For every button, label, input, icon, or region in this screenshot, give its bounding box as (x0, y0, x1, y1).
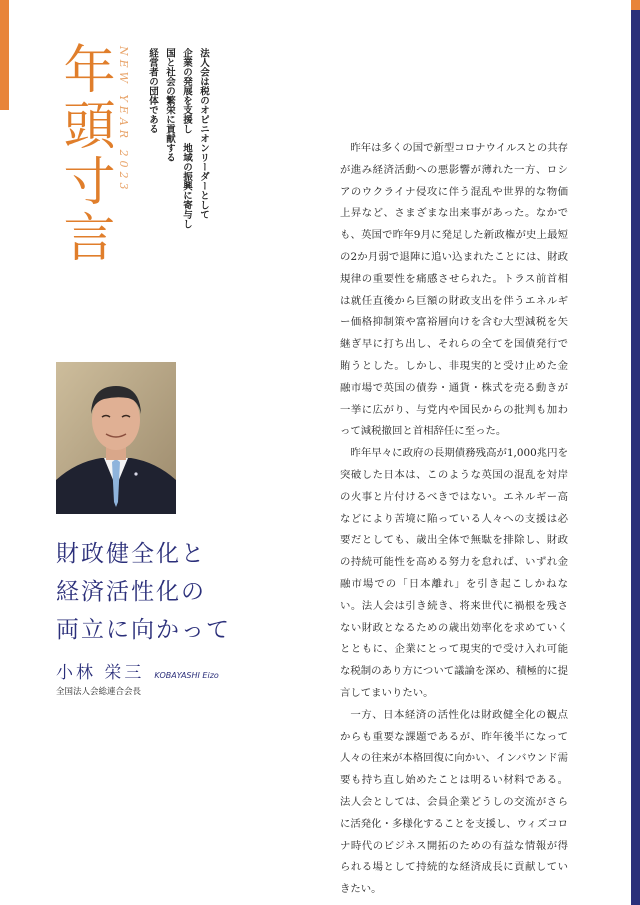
slogan-line: 企業の発展を支援し 地域の振興に寄与し (181, 48, 192, 229)
slogan (132, 48, 212, 268)
author-position: 全国法人会総連合会長 (56, 687, 142, 697)
slogan-line: 国と社会の繁栄に貢献する (164, 48, 175, 162)
paragraph: 昨年早々に政府の長期債務残高が1,000兆円を突破した日本は、このような英国の混乱を対岸の火事と片付けるべきではない。エネルギー高などにより苦境に陥っている人々への支援は必要だとしても、歳出全体で無駄を排除し、財政の持続可能性を高める努力を怠れば、いずれ金融市場での「日本離れ」を引き起こしかねない。法人会は引き続き、将来世代に禍根を残さない財政となるための歳出効率化を求めていくとともに、企業にとって現実的で受け入れ可能な税制のあり方について議論を深め、積極的に提言してまいりたい。 (340, 447, 568, 699)
paragraph: 昨年は多くの国で新型コロナウイルスとの共存が進み経済活動への悪影響が薄れた一方、ロシアのウクライナ侵攻に伴う混乱や世界的な物価上昇など、さまざまな出来事があった。なかでも、英国で昨年9月に発足した新政権が史上最短の2か月弱で退陣に追い込まれたことには、財政規律の重要性を痛感させられた。トラス前首相は就任直後から巨額の財政支出を伴うエネルギー価格抑制策や富裕層向けを含む大型減税を矢継ぎ早に打ち出し、それらの全てを国債発行で賄うとした。しかし、非現実的と受け止めた金融市場で英国の債券・通貨・株式を売る動きが一挙に広がり、与党内や国民からの批判も加わって減税撤回と首相辞任に至った。 (340, 142, 568, 438)
slogan-line: 法人会は税のオピニオンリーダーとして (198, 48, 209, 219)
author-name-row (56, 658, 219, 683)
navy-side-band (631, 0, 640, 905)
slogan-line: 経営者の団体である (147, 48, 158, 134)
orange-corner-accent (631, 0, 640, 10)
author-name: 小林 栄三 (56, 663, 145, 683)
headline-line: 財政健全化と (56, 541, 206, 567)
author-name-romaji: KOBAYASHI Eizo (154, 671, 219, 680)
headline (56, 535, 306, 649)
paragraph: 一方、日本経済の活性化は財政健全化の観点からも重要な課題であるが、昨年後半になって人々の往来が本格回復に向かい、インバウンド需要も持ち直し始めたことは明るい材料である。法人会としては、会員企業どうしの交流がさらに活発化・多様化することを支援し、ウィズコロナ時代のビジネス開拓のための有益な情報が得られる場として持続的な経済成長に貢献していきたい。 (340, 708, 568, 896)
portrait-photo (56, 362, 176, 514)
page-title: 年頭寸言 (54, 42, 114, 266)
new-year-label: NEW YEAR 2023 (117, 46, 130, 194)
headline-line: 両立に向かって (56, 617, 231, 643)
portrait-illustration (56, 362, 176, 514)
headline-line: 経済活性化の (56, 579, 206, 605)
orange-accent-bar (0, 0, 9, 110)
article-body (340, 138, 568, 901)
